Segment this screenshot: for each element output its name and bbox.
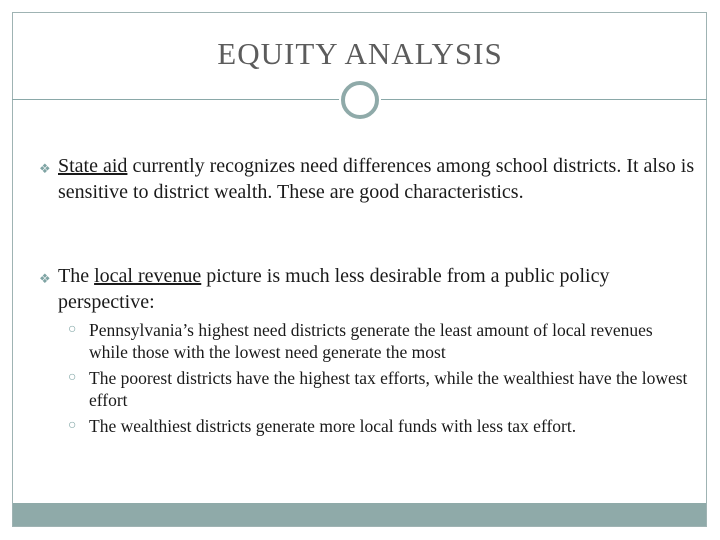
bullet-prefix-text: The (58, 265, 95, 287)
sub-bullet-need (68, 319, 689, 363)
sub-bullet-text: Pennsylvania’s highest need districts generate the least amount of local revenues while those with the lowest need generate the most (89, 320, 653, 362)
bullet-local-revenue (39, 263, 698, 315)
circle-bullet-icon: ○ (68, 370, 77, 385)
sub-bullet-tax-effort (68, 367, 689, 411)
bullet-underlined-text: local revenue (94, 265, 202, 287)
bullet-state-aid (39, 153, 698, 205)
bullet-marker-icon: ❖ (39, 161, 51, 176)
sub-bullet-wealthiest (68, 415, 689, 437)
bullet-underlined-text: State aid (58, 155, 128, 177)
circle-bullet-icon: ○ (68, 418, 77, 433)
sub-bullet-text: The wealthiest districts generate more local funds with less tax effort. (89, 416, 577, 436)
bullet-marker-icon: ❖ (39, 271, 51, 286)
bullet-text: picture is much less desirable from a public policy perspective: (58, 265, 610, 313)
circle-bullet-icon: ○ (68, 322, 77, 337)
bullet-text: currently recognizes need differences among school districts. It also is sensitive to district wealth. These are good characteristics. (58, 155, 695, 203)
slide-title: EQUITY ANALYSIS (217, 36, 503, 71)
footer-bar (13, 503, 706, 526)
sub-bullet-text: The poorest districts have the highest tax efforts, while the wealthiest have the lowest effort (89, 368, 688, 410)
